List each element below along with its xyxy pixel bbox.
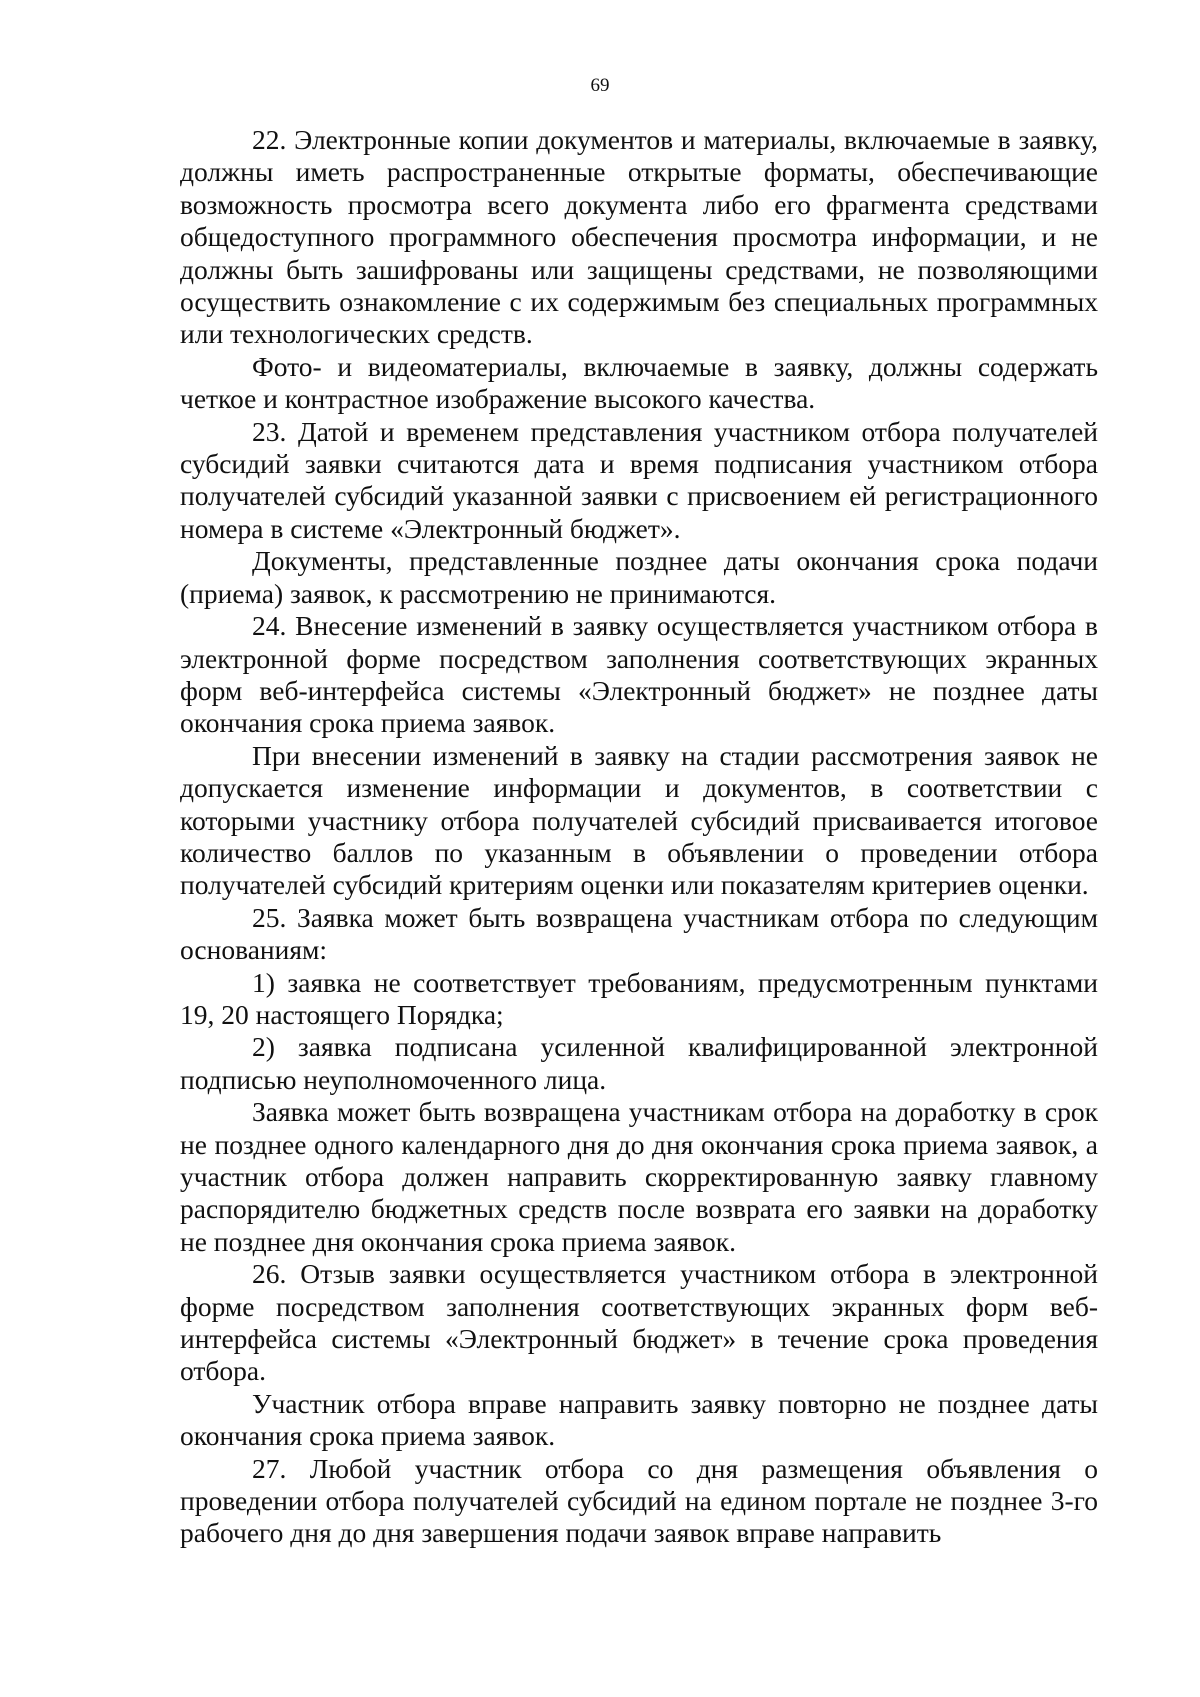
- paragraph-photo-video: Фото- и видеоматериалы, включаемые в заявку, должны содержать четкое и контрастное изображение высокого качества.: [180, 350, 1098, 415]
- paragraph-27: 27. Любой участник отбора со дня размещения объявления о проведении отбора получателей субсидий на едином портале не позднее 3-го рабочего дня до дня завершения подачи заявок вправе направить: [180, 1452, 1098, 1549]
- page-number: 69: [590, 75, 610, 96]
- list-item-1: 1) заявка не соответствует требованиям, предусмотренным пунктами 19, 20 настоящего Порядка;: [180, 966, 1098, 1030]
- document-body: [180, 124, 1098, 1550]
- paragraph-25: 25. Заявка может быть возвращена участникам отбора по следующим основаниям:: [180, 901, 1098, 966]
- paragraph-22: 22. Электронные копии документов и материалы, включаемые в заявку, должны иметь распространенные открытые форматы, обеспечивающие возможность просмотра всего документа либо его фрагмента средствами общедоступного программного обеспечения просмотра информации, и не должны быть зашифрованы или защищены средствами, не позволяющими осуществить ознакомление с их содержимым без специальных программных или технологических средств.: [180, 124, 1098, 350]
- list-item-2: 2) заявка подписана усиленной квалифицированной электронной подписью неуполномоченного лица.: [180, 1031, 1098, 1095]
- paragraph-resubmit: Участник отбора вправе направить заявку повторно не позднее даты окончания срока приема заявок.: [180, 1387, 1098, 1452]
- paragraph-changes-review: При внесении изменений в заявку на стадии рассмотрения заявок не допускается изменение информации и документов, в соответствии с которыми участнику отбора получателей субсидий присваивается итоговое количество баллов по указанным в объявлении о проведении отбора получателей субсидий критериям оценки или показателям критериев оценки.: [180, 739, 1098, 901]
- paragraph-late-documents: Документы, представленные позднее даты окончания срока подачи (приема) заявок, к рассмотрению не принимаются.: [180, 545, 1098, 609]
- paragraph-26: 26. Отзыв заявки осуществляется участником отбора в электронной форме посредством заполнения соответствующих экранных форм веб-интерфейса системы «Электронный бюджет» в течение срока проведения отбора.: [180, 1258, 1098, 1387]
- paragraph-24: 24. Внесение изменений в заявку осуществляется участником отбора в электронной форме посредством заполнения соответствующих экранных форм веб-интерфейса системы «Электронный бюджет» не позднее даты окончания срока приема заявок.: [180, 610, 1098, 739]
- paragraph-return-revision: Заявка может быть возвращена участникам отбора на доработку в срок не позднее одного календарного дня до дня окончания срока приема заявок, а участник отбора должен направить скорректированную заявку главному распорядителю бюджетных средств после возврата его заявки на доработку не позднее дня окончания срока приема заявок.: [180, 1096, 1098, 1257]
- paragraph-23: 23. Датой и временем представления участником отбора получателей субсидий заявки считаются дата и время подписания участником отбора получателей субсидий указанной заявки с присвоением ей регистрационного номера в системе «Электронный бюджет».: [180, 415, 1098, 544]
